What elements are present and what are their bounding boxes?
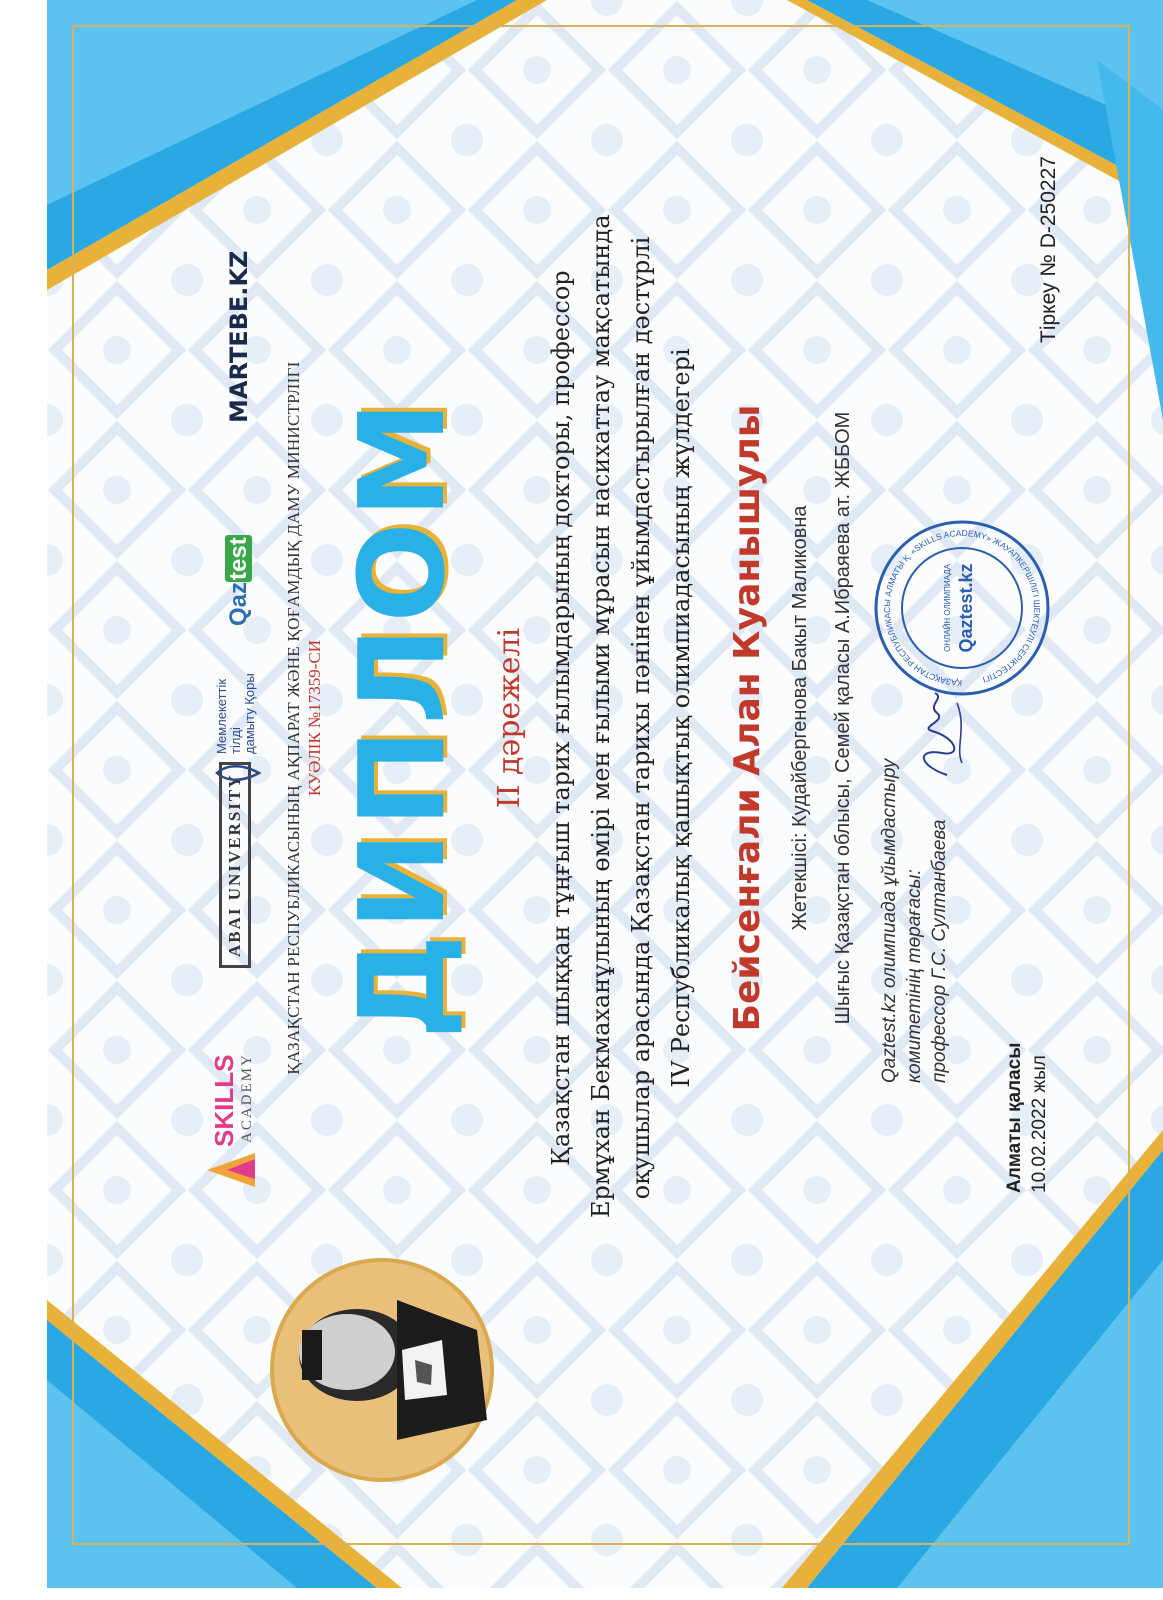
- chairman-block: [877, 759, 952, 1083]
- skills-academy-subtitle: ACADEMY: [239, 1053, 255, 1143]
- chairman-line-1: Qaztest.kz олимпиада ұйымдастыру: [879, 758, 900, 1083]
- ministry-line: ҚАЗАҚСТАН РЕСПУБЛИКАСЫНЫҢ АҚПАРАТ ЖӘНЕ ҚОҒАМДЫҚ ДАМУ МИНИСТРЛІГІ: [284, 361, 303, 1075]
- body-line-2: Ермұхан Бекмаханұлының өмірі мен ғылыми мұрасын насихаттау мақсатында: [587, 214, 615, 1218]
- date-label: 10.02.2022 жыл: [1029, 1055, 1050, 1193]
- stamp-main-text: Qaztest.kz: [956, 563, 976, 653]
- skills-academy-title: SKILLS: [209, 1054, 239, 1147]
- memlekettik-icon: [213, 760, 263, 786]
- memlekettik-line-3: дамыту Қоры: [242, 673, 257, 754]
- place-date-block: [1002, 1043, 1052, 1193]
- memlekettik-line-2: тілді: [228, 727, 243, 754]
- signature: [907, 688, 977, 783]
- license-number: КУӘЛІК №17359-СИ: [305, 639, 324, 797]
- certificate-sheet: [47, 0, 1163, 1588]
- chairman-line-3: профессор Г.С. Султанбаева: [929, 819, 950, 1083]
- supervisor-line: Жетекшісі: Кудайбергенова Бакыт Маликовна: [789, 505, 811, 931]
- qaztest-logo-highlight: test: [225, 537, 252, 580]
- abai-university-logo: [219, 762, 251, 968]
- martebe-logo: MARTEBE.KZ: [225, 250, 253, 423]
- skills-academy-logo: [195, 1053, 270, 1193]
- qaztest-logo: [225, 535, 253, 626]
- certificate-content: [47, 0, 1163, 1588]
- degree-label: II дәрежелі: [492, 627, 527, 809]
- memlekettik-logo: [209, 666, 269, 786]
- diploma-title: ДИПЛОМ: [333, 396, 471, 1040]
- school-line: Шығыс Қазақстан облысы, Семей қаласы А.Ибраяева ат. ЖББОМ: [832, 411, 854, 1025]
- body-line-1: Қазақстан шыққан тұңғыш тарих ғылымдарының докторы, профессор: [547, 270, 575, 1166]
- memlekettik-line-1: Мемлекеттік: [214, 678, 229, 754]
- city-label: Алматы қаласы: [1004, 1042, 1025, 1193]
- qaztest-logo-prefix: Qaz: [225, 581, 252, 626]
- stamp-ring-text: ҚАЗАҚСТАН РЕСПУБЛИКАСЫ АЛМАТЫ Қ. «SKILLS ACADEMY» ЖАУАПКЕРШІЛІГІ ШЕКТЕУЛІ СЕРІКТЕСТІГІ: [881, 527, 1043, 689]
- stamp-small-text: ОНЛАЙН ОЛИМПИАДА: [943, 564, 952, 652]
- body-line-4: IV Республикалық қашықтық олимпиадасының жүлдегері: [667, 348, 695, 1088]
- registration-number: Тіркеу № D-250227: [1037, 156, 1060, 343]
- winner-name: Бейсенғали Алан Куанышулы: [727, 404, 768, 1032]
- official-stamp: [872, 518, 1052, 698]
- body-line-3: оқушылар арасында Қазақстан тарихы пәнінен ұйымдастырылған дәстүрлі: [627, 236, 655, 1200]
- abai-university-label: ABAI UNIVERSITY: [225, 773, 244, 957]
- skills-academy-icon: [203, 1147, 261, 1193]
- chairman-line-2: комитетінің төрағасы:: [904, 869, 925, 1083]
